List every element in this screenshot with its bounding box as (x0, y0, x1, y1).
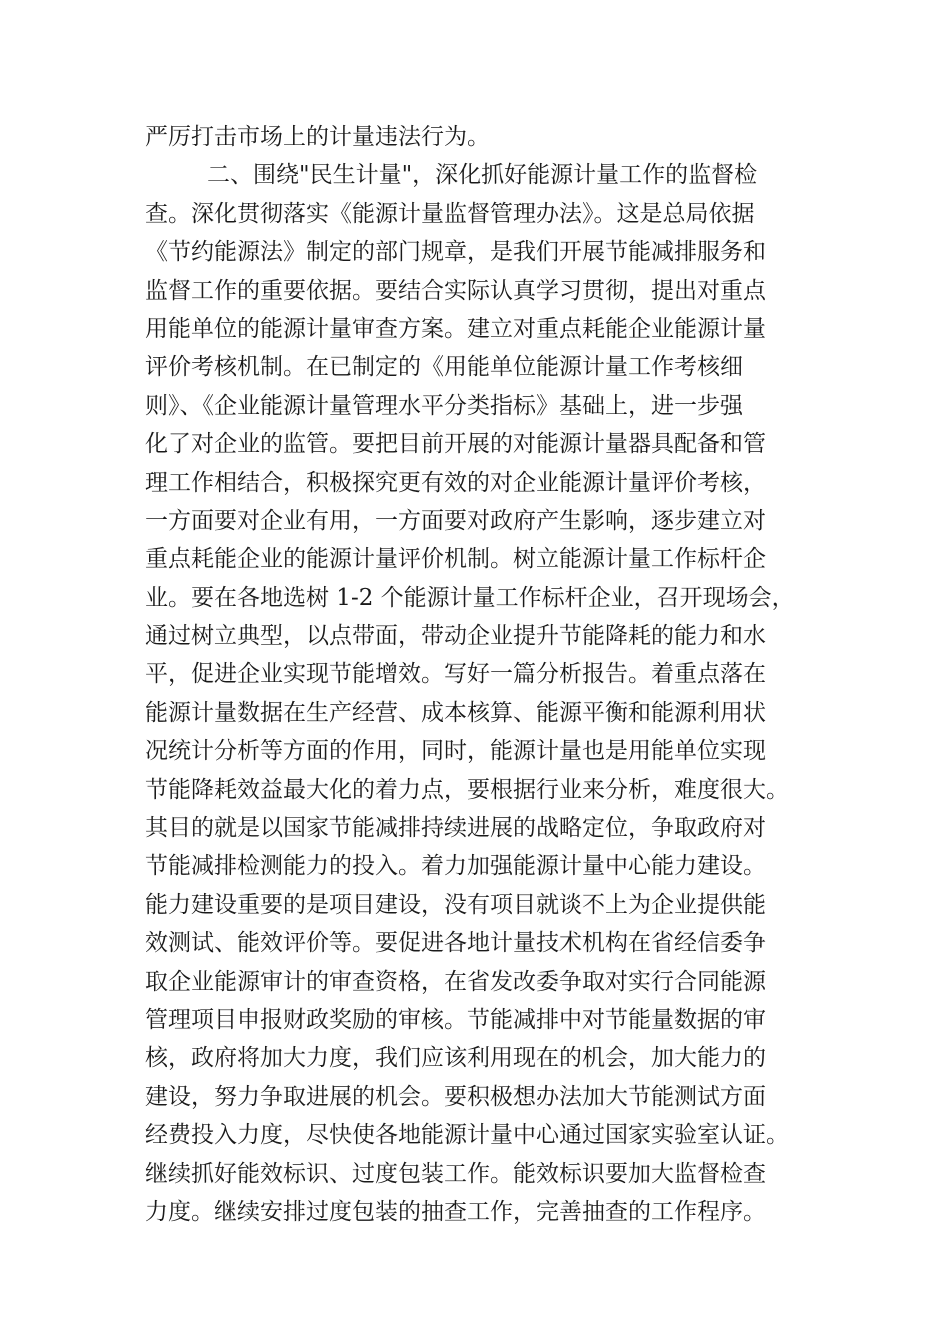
text-line: 通过树立典型，以点带面，带动企业提升节能降耗的能力和水 (145, 623, 766, 650)
text-line: 经费投入力度，尽快使各地能源计量中心通过国家实验室认证。 (145, 1122, 789, 1149)
text-line: 严厉打击市场上的计量违法行为。 (145, 124, 490, 150)
text-line: 核，政府将加大力度，我们应该利用现在的机会，加大能力的 (145, 1045, 766, 1072)
text-line: 力度。继续安排过度包装的抽查工作，完善抽查的工作程序。 (145, 1198, 766, 1225)
text-line: 能力建设重要的是项目建设，没有项目就谈不上为企业提供能 (145, 891, 766, 918)
text-line: 理工作相结合，积极探究更有效的对企业能源计量评价考核， (145, 469, 766, 496)
text-line: 用能单位的能源计量审查方案。建立对重点耗能企业能源计量 (145, 315, 766, 342)
text-line: 查。深化贯彻落实《能源计量监督管理办法》。这是总局依据 (145, 200, 755, 227)
text-line: 监督工作的重要依据。要结合实际认真学习贯彻，提出对重点 (145, 277, 766, 304)
text-line: 则》、《企业能源计量管理水平分类指标》基础上，进一步强 (145, 392, 743, 419)
text-line: 况统计分析等方面的作用，同时，能源计量也是用能单位实现 (145, 738, 766, 765)
text-line: 节能减排检测能力的投入。着力加强能源计量中心能力建设。 (145, 853, 766, 880)
text-line: 重点耗能企业的能源计量评价机制。树立能源计量工作标杆企 (145, 546, 766, 573)
text-line: 业。要在各地选树 1-2 个能源计量工作标杆企业，召开现场会， (145, 584, 795, 611)
text-line: 能源计量数据在生产经营、成本核算、能源平衡和能源利用状 (145, 699, 766, 726)
body-text (145, 118, 805, 1231)
text-line-section-heading: 二、围绕"民生计量"，深化抓好能源计量工作的监督检 (207, 162, 758, 189)
text-line: 平，促进企业实现节能增效。写好一篇分析报告。着重点落在 (145, 661, 766, 688)
text-line: 一方面要对企业有用，一方面要对政府产生影响，逐步建立对 (145, 507, 766, 534)
text-line: 管理项目申报财政奖励的审核。节能减排中对节能量数据的审 (145, 1006, 766, 1033)
text-line: 继续抓好能效标识、过度包装工作。能效标识要加大监督检查 (145, 1160, 766, 1187)
text-line: 评价考核机制。在已制定的《用能单位能源计量工作考核细 (145, 354, 743, 381)
text-line: 《节约能源法》制定的部门规章，是我们开展节能减排服务和 (145, 239, 766, 266)
text-line: 效测试、能效评价等。要促进各地计量技术机构在省经信委争 (145, 930, 766, 957)
text-line: 化了对企业的监管。要把目前开展的对能源计量器具配备和管 (145, 431, 766, 458)
text-line: 取企业能源审计的审查资格，在省发改委争取对实行合同能源 (145, 968, 766, 995)
text-line: 建设，努力争取进展的机会。要积极想办法加大节能测试方面 (145, 1083, 766, 1110)
text-line: 其目的就是以国家节能减排持续进展的战略定位，争取政府对 (145, 815, 766, 842)
text-line: 节能降耗效益最大化的着力点，要根据行业来分析，难度很大。 (145, 776, 789, 803)
